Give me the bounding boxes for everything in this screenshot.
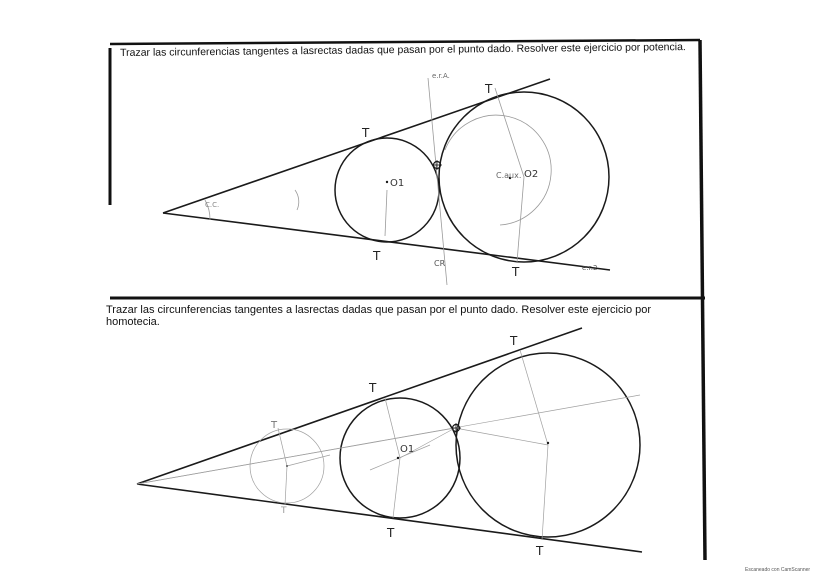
label-t-bottom-left-1: T [373, 249, 381, 263]
label-t-bottom-left-2: T [281, 506, 287, 516]
label-radical-axis-bottom-1: CR [434, 259, 446, 268]
label-t-top-left-1: T [362, 126, 370, 140]
upper-line-2 [137, 328, 582, 484]
label-center-1-1: O1 [390, 178, 405, 189]
exercise-2-instruction: Trazar las circunferencias tangentes a lasrectas dadas que pasan por el punto dado. Resolver este ejercicio por homotecia. [106, 304, 652, 328]
label-aux-circle-1: C.aux. [496, 171, 522, 180]
page-frame [110, 40, 705, 560]
exercise-1-drawing [163, 72, 610, 285]
label-t-top-left-2: T [271, 420, 278, 431]
label-center-2-1: O2 [524, 169, 539, 180]
label-t-bottom-right-2: T [536, 544, 544, 558]
scanner-watermark: Escaneado con CamScanner [745, 567, 811, 573]
label-t-top-right-2: T [510, 334, 518, 348]
radical-axis-1 [428, 78, 447, 285]
label-t-bottom-right-1: T [512, 265, 520, 279]
label-t-top-right-1: T [485, 82, 493, 96]
exercise-1-instruction: Trazar las circunferencias tangentes a lasrectas dadas que pasan por el punto dado. Resolver este ejercicio por potencia. [120, 41, 686, 59]
upper-line-1 [163, 79, 550, 213]
label-line-1: e.r.2 [582, 264, 598, 272]
exercise-2-drawing [137, 328, 642, 558]
lower-line-2 [137, 484, 642, 552]
label-center-1-2: O1 [400, 444, 415, 455]
label-t-top-mid-2: T [369, 381, 377, 395]
label-t-bottom-mid-2: T [387, 526, 395, 540]
label-vertex-1: C.C. [205, 201, 220, 209]
label-radical-axis-top-1: e.r.A. [432, 72, 450, 80]
